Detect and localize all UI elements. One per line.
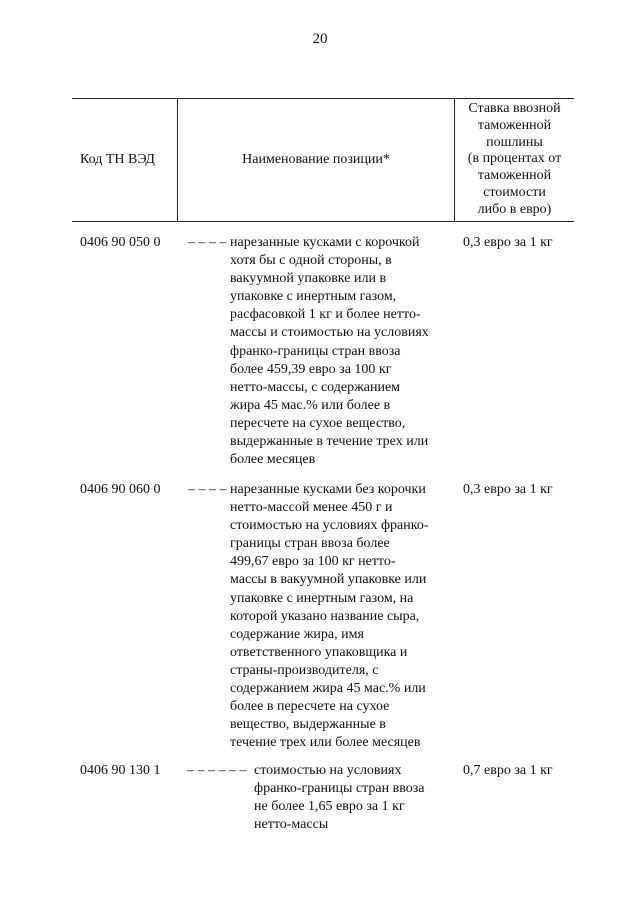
row-dashes: – – – – [188, 482, 227, 497]
row-name-line: нетто-массы [254, 817, 329, 833]
row-name-line: упаковке с инертным газом, на [230, 590, 414, 606]
row-name-line: более 459,39 евро за 100 кг [230, 361, 392, 377]
row-name-line: стоимостью на условиях франко- [230, 518, 429, 534]
row-name-line: пересчете на сухое вещество, [230, 415, 406, 431]
row-name-line: вакуумной упаковке или в [230, 271, 387, 287]
row-name-line: 499,67 евро за 100 кг нетто- [230, 554, 396, 570]
row-code: 0406 90 050 0 [80, 235, 161, 250]
row-name-line: жира 45 мас.% или более в [230, 397, 391, 413]
row-name-line: нарезанные кусками с корочкой [230, 235, 420, 250]
header-code: Код ТН ВЭД [80, 152, 155, 167]
row-name-line: нетто-массой менее 450 г и [230, 500, 393, 516]
row-name-line: ответственного упаковщика и [230, 644, 408, 660]
row-rate: 0,3 евро за 1 кг [463, 482, 553, 497]
row-name-line: выдержанные в течение трех или [230, 434, 429, 450]
header-rate-line: либо в евро) [477, 201, 552, 217]
row-code: 0406 90 060 0 [80, 482, 161, 497]
header-rate-line: таможенной [477, 168, 552, 184]
row-name-line: течение трех или более месяцев [230, 735, 421, 751]
row-name-line: массы в вакуумной упаковке или [230, 572, 427, 588]
row-name-line: франко-границы стран ввоза [254, 781, 425, 797]
row-name [230, 234, 429, 469]
row-name-line: хотя бы с одной стороны, в [230, 253, 392, 269]
row-name-line: нетто-массы, с содержанием [230, 379, 401, 395]
row-name-line: содержание жира, имя [230, 626, 364, 642]
row-name-line: нарезанные кусками без корочки [230, 482, 426, 497]
page-number: 20 [312, 31, 328, 47]
row-name-line: массы и стоимостью на условиях [230, 325, 429, 341]
header-rate-line: стоимости [483, 184, 546, 200]
table-header [72, 98, 574, 222]
header-rate [455, 101, 574, 219]
row-name-line: не более 1,65 евро за 1 кг [254, 799, 405, 815]
header-rate-line: пошлины [486, 134, 543, 150]
row-rate: 0,3 евро за 1 кг [463, 235, 553, 250]
row-name-line: стоимостью на условиях [254, 763, 402, 778]
row-name [230, 481, 429, 752]
row-dashes: – – – – – – [187, 763, 247, 778]
row-name-line: более в пересчете на сухое [230, 699, 390, 715]
row-name-line: франко-границы стран ввоза [230, 343, 401, 359]
row-name-line: вещество, выдержанные в [230, 717, 386, 733]
row-dashes: – – – – [188, 235, 227, 250]
row-name-line: содержанием жира 45 мас.% или [230, 681, 426, 697]
header-rate-line: таможенной [477, 117, 552, 133]
row-rate: 0,7 евро за 1 кг [463, 763, 553, 778]
header-rate-line: (в процентах от [467, 151, 562, 167]
row-name-line: более месяцев [230, 452, 316, 468]
header-name: Наименование позиции* [242, 152, 390, 167]
row-name-line: которой указано название сыра, [230, 608, 420, 624]
row-name [254, 762, 424, 834]
row-name-line: страны-производителя, с [230, 662, 379, 678]
row-name-line: расфасовкой 1 кг и более нетто- [230, 307, 421, 323]
row-code: 0406 90 130 1 [80, 763, 161, 778]
row-name-line: упаковке с инертным газом, [230, 289, 397, 305]
header-rate-line: Ставка ввозной [468, 101, 561, 116]
row-name-line: границы стран ввоза более [230, 536, 390, 552]
